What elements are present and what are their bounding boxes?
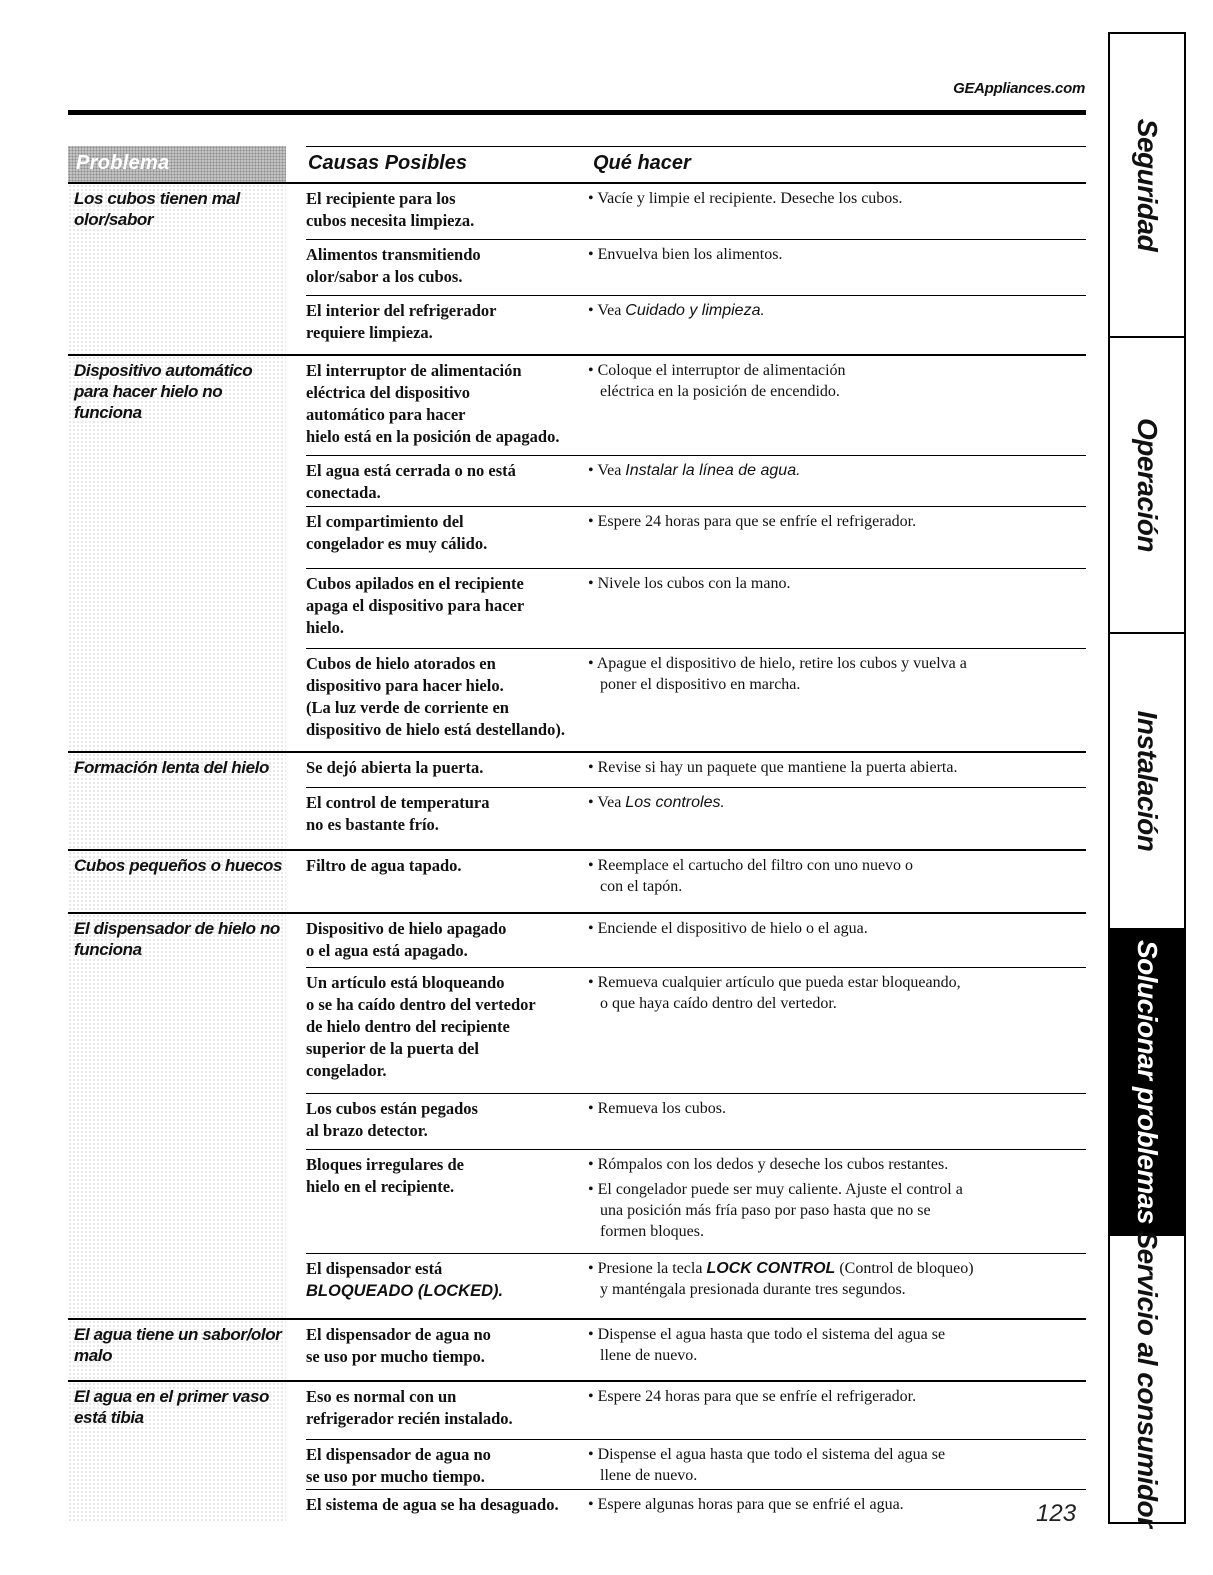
problem-label: El agua en el primer vaso está tibia xyxy=(74,1387,270,1427)
problem-label: Dispositivo automático para hacer hielo no funciona xyxy=(74,361,253,422)
problem-group xyxy=(68,356,1086,753)
fix-text: • Dispense el agua hasta que todo el sistema del agua se llene de nuevo. xyxy=(588,1326,946,1364)
cause-text: Se dejó abierta la puerta. xyxy=(306,758,484,777)
table-row xyxy=(306,1440,1086,1490)
table-row xyxy=(306,240,1086,296)
fix-text: • Presione la tecla LOCK CONTROL (Control de bloqueo) y manténgala presionada durante tres segundos. xyxy=(588,1260,974,1298)
cause-text: El dispensador está BLOQUEADO (LOCKED). xyxy=(306,1259,504,1300)
table-row xyxy=(306,649,1086,753)
cause-text: El recipiente para los cubos necesita limpieza. xyxy=(306,189,475,230)
fix-text: • Vea Cuidado y limpieza. xyxy=(588,302,765,319)
fix-text: • Vea Instalar la línea de agua. xyxy=(588,462,801,479)
table-row xyxy=(306,184,1086,240)
tab-servicio-al-consumidor[interactable]: Servicio al consumidor xyxy=(1132,1230,1163,1528)
fix-text: • Espere 24 horas para que se enfríe el refrigerador. xyxy=(588,1388,917,1405)
cause-text: El dispensador de agua no se uso por mucho tiempo. xyxy=(306,1325,491,1366)
problem-label: Cubos pequeños o huecos xyxy=(74,856,283,875)
cause-text: Dispositivo de hielo apagado o el agua está apagado. xyxy=(306,919,507,960)
table-row xyxy=(306,507,1086,569)
table-row xyxy=(306,1150,1086,1254)
problem-label: Los cubos tienen mal olor/sabor xyxy=(74,189,240,229)
table-row xyxy=(306,456,1086,507)
tab-seguridad[interactable]: Seguridad xyxy=(1110,34,1184,338)
cause-text: El dispensador de agua no se uso por mucho tiempo. xyxy=(306,1445,491,1486)
problem-group xyxy=(68,753,1086,851)
problem-cell xyxy=(68,1320,286,1382)
problem-cell xyxy=(68,914,286,1320)
problem-group xyxy=(68,184,1086,356)
problem-label: El agua tiene un sabor/olor malo xyxy=(74,1325,282,1365)
fix-text: • Dispense el agua hasta que todo el sistema del agua se llene de nuevo. xyxy=(588,1446,946,1484)
problem-label: Formación lenta del hielo xyxy=(74,758,269,777)
table-row xyxy=(306,968,1086,1094)
top-rule xyxy=(68,110,1086,115)
header-que-hacer: Qué hacer xyxy=(593,152,691,174)
table-row xyxy=(306,1094,1086,1150)
site-url: GEAppliances.com xyxy=(953,80,1085,97)
cause-text: Eso es normal con un refrigerador recién instalado. xyxy=(306,1387,513,1428)
header-top-rule xyxy=(306,146,1086,147)
section-tabs xyxy=(1108,32,1186,1528)
fix-text: • Apague el dispositivo de hielo, retire los cubos y vuelva a poner el dispositivo en marcha. xyxy=(588,655,967,693)
problem-group xyxy=(68,851,1086,914)
table-row xyxy=(306,851,1086,914)
fix-text: • Rómpalos con los dedos y deseche los cubos restantes. • El congelador puede ser muy caliente. Ajuste el control a una posición más fría paso por paso hasta que no se formen bloques. xyxy=(588,1156,963,1240)
problem-cell xyxy=(68,851,286,914)
table-row xyxy=(306,1382,1086,1440)
table-row xyxy=(306,1254,1086,1320)
fix-text: • Remueva cualquier artículo que pueda estar bloqueando, o que haya caído dentro del vertedor. xyxy=(588,974,961,1012)
problem-group xyxy=(68,1382,1086,1522)
tab-instalacion[interactable]: Instalación xyxy=(1110,634,1184,930)
fix-text: • Enciende el dispositivo de hielo o el agua. xyxy=(588,920,868,937)
header-problema-cell xyxy=(68,146,286,182)
table-header xyxy=(68,146,1086,184)
table-row xyxy=(306,914,1086,968)
fix-text: • Espere algunas horas para que se enfrié el agua. xyxy=(588,1496,904,1513)
fix-text: • Remueva los cubos. xyxy=(588,1100,727,1117)
table-row xyxy=(306,356,1086,456)
fix-text: • Vea Los controles. xyxy=(588,794,725,811)
fix-text: • Vacíe y limpie el recipiente. Deseche los cubos. xyxy=(588,190,903,207)
tab-solucionar-problemas[interactable]: Solucionar problemas xyxy=(1110,930,1184,1236)
cause-text: Los cubos están pegados al brazo detector. xyxy=(306,1099,478,1140)
fix-text: • Revise si hay un paquete que mantiene la puerta abierta. xyxy=(588,759,958,776)
cause-text: Cubos apilados en el recipiente apaga el dispositivo para hacer hielo. xyxy=(306,574,525,637)
table-row xyxy=(306,296,1086,356)
cause-text: Un artículo está bloqueando o se ha caído dentro del vertedor de hielo dentro del recipiente superior de la puerta del congelador. xyxy=(306,973,536,1080)
table-row xyxy=(306,1320,1086,1382)
problem-cell xyxy=(68,356,286,753)
cause-text: Bloques irregulares de hielo en el recipiente. xyxy=(306,1155,464,1196)
problem-group xyxy=(68,914,1086,1320)
page-number: 123 xyxy=(1036,1500,1077,1527)
cause-text: El sistema de agua se ha desaguado. xyxy=(306,1495,559,1514)
tab-operacion[interactable]: Operación xyxy=(1110,338,1184,634)
fix-text: • Nivele los cubos con la mano. xyxy=(588,575,791,592)
table-row xyxy=(306,753,1086,788)
cause-text: El interruptor de alimentación eléctrica del dispositivo automático para hacer hielo está en la posición de apagado. xyxy=(306,361,560,446)
cause-text: Alimentos transmitiendo olor/sabor a los cubos. xyxy=(306,245,481,286)
header-problema: Problema xyxy=(76,152,170,174)
problem-cell xyxy=(68,184,286,356)
cause-text: Filtro de agua tapado. xyxy=(306,856,462,875)
fix-text: • Espere 24 horas para que se enfríe el refrigerador. xyxy=(588,513,917,530)
cause-text: Cubos de hielo atorados en dispositivo para hacer hielo. (La luz verde de corriente en dispositivo de hielo está destellando). xyxy=(306,654,565,739)
problem-label: El dispensador de hielo no funciona xyxy=(74,919,280,959)
table-row xyxy=(306,788,1086,851)
problem-cell xyxy=(68,753,286,851)
cause-text: El control de temperatura no es bastante frío. xyxy=(306,793,490,834)
header-causas: Causas Posibles xyxy=(308,152,467,174)
cause-text: El compartimiento del congelador es muy cálido. xyxy=(306,512,488,553)
cause-text: El interior del refrigerador requiere limpieza. xyxy=(306,301,497,342)
problem-group xyxy=(68,1320,1086,1382)
problem-cell xyxy=(68,1382,286,1522)
table-row xyxy=(306,1490,1086,1522)
fix-text: • Reemplace el cartucho del filtro con uno nuevo o con el tapón. xyxy=(588,857,914,895)
cause-text: El agua está cerrada o no está conectada. xyxy=(306,461,516,502)
fix-text: • Envuelva bien los alimentos. xyxy=(588,246,783,263)
fix-text: • Coloque el interruptor de alimentación eléctrica en la posición de encendido. xyxy=(588,362,846,400)
table-row xyxy=(306,569,1086,649)
